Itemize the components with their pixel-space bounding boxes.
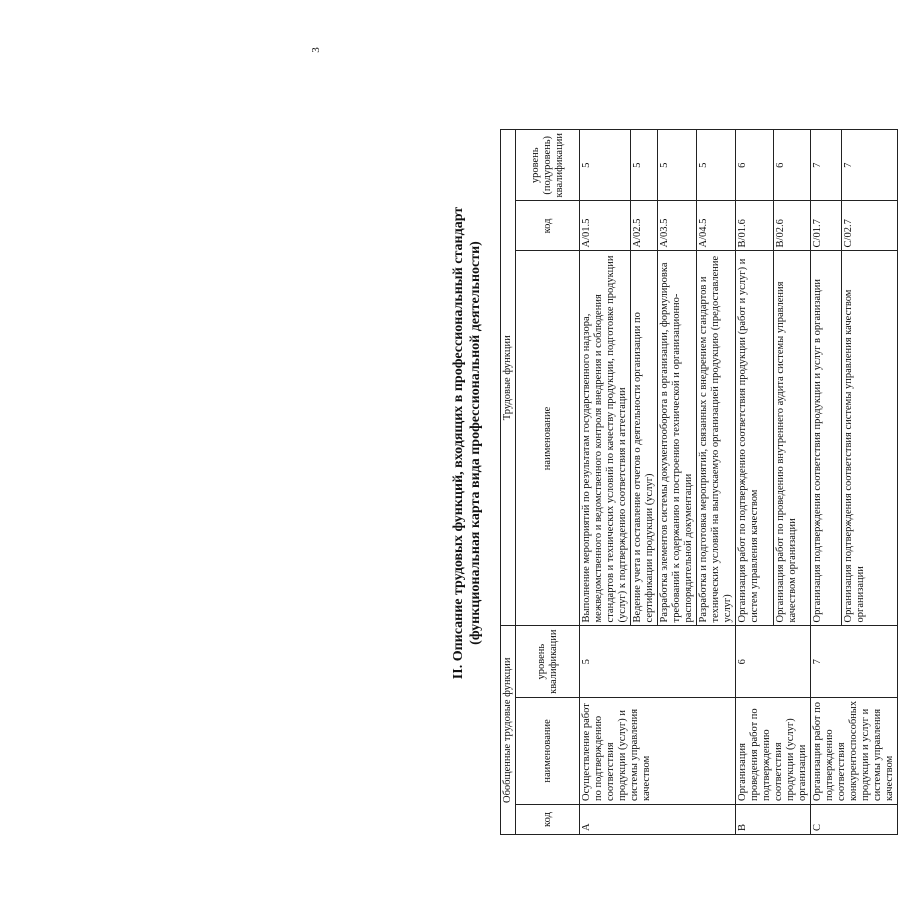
- function-level: 5: [658, 130, 697, 201]
- function-code: A/01.5: [580, 201, 631, 251]
- page-number: 3: [310, 47, 322, 53]
- header-sublevel: уровень (подуровень) квалификации: [516, 130, 580, 201]
- header-row-columns: [516, 130, 580, 835]
- group-name: Организация проведения работ по подтверждению соответствия продукции (услуг) организации: [736, 697, 811, 804]
- table-row: [580, 130, 631, 835]
- header-row-groups: [501, 130, 516, 835]
- function-name: Организация работ по подтверждению соответствия продукции (работ и услуг) и систем управления качеством: [736, 251, 774, 626]
- function-code: B/01.6: [736, 201, 774, 251]
- group-code: C: [811, 805, 898, 835]
- group-level: 7: [811, 626, 898, 697]
- function-name: Выполнение мероприятий по результатам государственного надзора, межведомственного и ведомственного контроля внедрения и соблюдения стандартов и технических условий по качеству продукции, подготовке продукции (услуг) к подтверждению соответствия и аттестации: [580, 251, 631, 626]
- function-code: C/01.7: [811, 201, 842, 251]
- group-code: B: [736, 805, 811, 835]
- function-code: A/03.5: [658, 201, 697, 251]
- function-code: A/04.5: [697, 201, 736, 251]
- table-row: [811, 130, 842, 835]
- header-labor-functions: Трудовые функции: [501, 130, 516, 626]
- function-code: A/02.5: [631, 201, 658, 251]
- function-name: Ведение учета и составление отчетов о деятельности организации по сертификации продукции (услуг): [631, 251, 658, 626]
- function-level: 5: [580, 130, 631, 201]
- function-code: B/02.6: [773, 201, 811, 251]
- section-title-line1: Описание трудовых функций, входящих в профессиональный стандарт: [451, 206, 466, 662]
- header-labor-code: код: [516, 201, 580, 251]
- section-number: II.: [451, 664, 466, 680]
- function-name: Организация подтверждения соответствия продукции и услуг в организации: [811, 251, 842, 626]
- section-title: [450, 53, 484, 833]
- header-generalized-functions: Обобщенные трудовые функции: [501, 626, 516, 835]
- function-name: Разработка элементов системы документооборота в организации, формулировка требований к содержанию и построению технической и организационно-распорядительной документации: [658, 251, 697, 626]
- function-level: 5: [697, 130, 736, 201]
- function-name: Организация подтверждения соответствия системы управления качеством организации: [842, 251, 898, 626]
- function-name: Разработка и подготовка мероприятий, связанных с внедрением стандартов и технических условий на выпускаемую организацией продукцию (предоставление услуг): [697, 251, 736, 626]
- function-code: C/02.7: [842, 201, 898, 251]
- header-labor-name: наименование: [516, 251, 580, 626]
- group-name: Осуществление работ по подтверждению соответствия продукции (услуг) и системы управления качеством: [580, 697, 736, 804]
- table-row: [736, 130, 774, 835]
- header-name: наименование: [516, 697, 580, 804]
- function-level: 6: [773, 130, 811, 201]
- header-code: код: [516, 805, 580, 835]
- header-qualification-level: уровень квалификации: [516, 626, 580, 697]
- function-name: Организация работ по проведению внутреннего аудита системы управления качеством организации: [773, 251, 811, 626]
- functional-map-table: [500, 129, 898, 835]
- group-name: Организация работ по подтверждению соответствия конкурентоспособных продукции и услуг и системы управления качеством: [811, 697, 898, 804]
- group-level: 6: [736, 626, 811, 697]
- function-level: 5: [631, 130, 658, 201]
- function-level: 6: [736, 130, 774, 201]
- section-title-line2: (функциональная карта вида профессиональной деятельности): [468, 241, 483, 645]
- table-body: [580, 130, 898, 835]
- group-code: A: [580, 805, 736, 835]
- function-level: 7: [811, 130, 842, 201]
- function-level: 7: [842, 130, 898, 201]
- group-level: 5: [580, 626, 736, 697]
